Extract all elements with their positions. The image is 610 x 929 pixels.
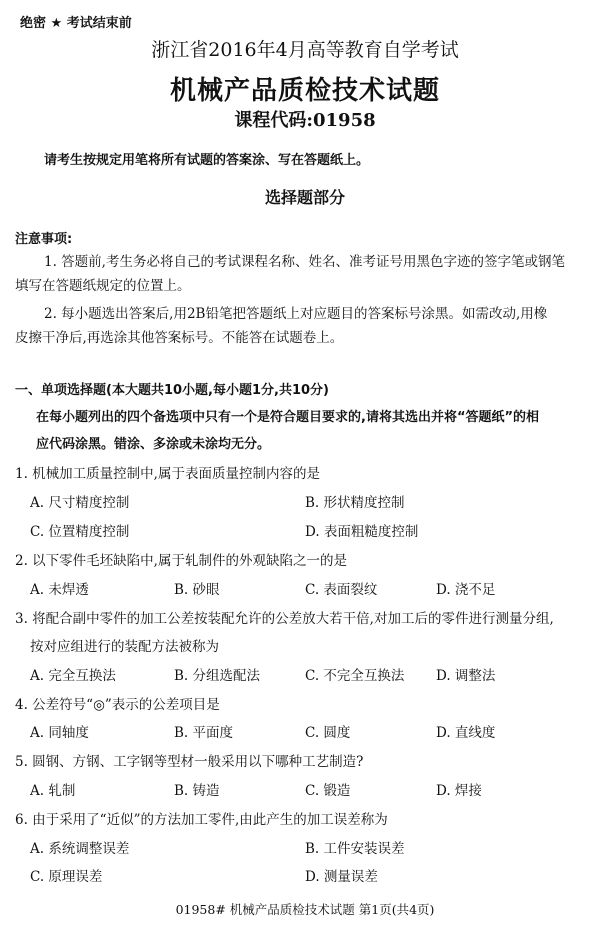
note-1-line-1: 1. 答题前,考生务必将自己的考试课程名称、姓名、准考证号用黑色字迹的签字笔或钢笔 — [44, 254, 565, 270]
question-stem: 6. 由于采用了“近似”的方法加工零件,由此产生的加工误差称为 — [15, 812, 388, 828]
question-option: A. 系统调整误差 — [30, 841, 130, 857]
question-option: C. 不完全互换法 — [305, 668, 405, 684]
notes-heading: 注意事项: — [15, 232, 73, 247]
question-option: B. 分组选配法 — [174, 668, 261, 684]
question-option: C. 原理误差 — [30, 869, 103, 885]
question-option: C. 圆度 — [305, 725, 351, 741]
instruction: 请考生按规定用笔将所有试题的答案涂、写在答题纸上。 — [44, 153, 370, 168]
note-1-line-2: 填写在答题纸规定的位置上。 — [15, 278, 191, 294]
page-title: 机械产品质检技术试题 — [169, 76, 440, 106]
question-stem: 3. 将配合副中零件的加工公差按装配允许的公差放大若干倍,对加工后的零件进行测量分组, — [15, 611, 554, 627]
part1-desc-line-2: 应代码涂黑。错涂、多涂或未涂均无分。 — [36, 437, 271, 452]
secret-label: 绝密 ★ 考试结束前 — [20, 16, 132, 31]
question-option: A. 未焊透 — [30, 582, 89, 598]
question-option: D. 直线度 — [436, 725, 496, 741]
question-option: C. 位置精度控制 — [30, 524, 130, 540]
question-option: D. 测量误差 — [305, 869, 378, 885]
question-option: B. 平面度 — [174, 725, 234, 741]
exam-name: 浙江省2016年4月高等教育自学考试 — [151, 39, 459, 61]
question-option: D. 焊接 — [436, 783, 482, 799]
question-stem: 1. 机械加工质量控制中,属于表面质量控制内容的是 — [15, 466, 320, 482]
question-stem: 5. 圆钢、方钢、工字钢等型材一般采用以下哪种工艺制造? — [15, 754, 364, 770]
section-title: 选择题部分 — [264, 188, 345, 207]
question-option: C. 锻造 — [305, 783, 351, 799]
question-option: C. 表面裂纹 — [305, 582, 378, 598]
part1-desc-line-1: 在每小题列出的四个备选项中只有一个是符合题目要求的,请将其选出并将“答题纸”的相 — [36, 410, 540, 425]
question-option: A. 完全互换法 — [30, 668, 116, 684]
question-option: D. 浇不足 — [436, 582, 496, 598]
note-2-line-1: 2. 每小题选出答案后,用2B铅笔把答题纸上对应题目的答案标号涂黑。如需改动,用橡 — [44, 306, 548, 322]
course-code: 课程代码:01958 — [234, 110, 376, 131]
part1-heading: 一、单项选择题(本大题共10小题,每小题1分,共10分) — [15, 383, 329, 398]
question-option: B. 砂眼 — [174, 582, 220, 598]
question-option: B. 铸造 — [174, 783, 220, 799]
question-stem: 4. 公差符号“◎”表示的公差项目是 — [15, 697, 220, 713]
question-stem: 2. 以下零件毛坯缺陷中,属于轧制件的外观缺陷之一的是 — [15, 553, 347, 569]
question-option: B. 形状精度控制 — [305, 495, 405, 511]
question-option: A. 尺寸精度控制 — [30, 495, 130, 511]
question-stem-cont: 按对应组进行的装配方法被称为 — [30, 639, 219, 655]
question-option: D. 表面粗糙度控制 — [305, 524, 419, 540]
question-option: D. 调整法 — [436, 668, 496, 684]
question-option: B. 工件安装误差 — [305, 841, 405, 857]
question-option: A. 同轴度 — [30, 725, 89, 741]
page-footer: 01958# 机械产品质检技术试题 第1页(共4页) — [175, 902, 435, 917]
question-option: A. 轧制 — [30, 783, 76, 799]
note-2-line-2: 皮擦干净后,再选涂其他答案标号。不能答在试题卷上。 — [15, 330, 344, 346]
